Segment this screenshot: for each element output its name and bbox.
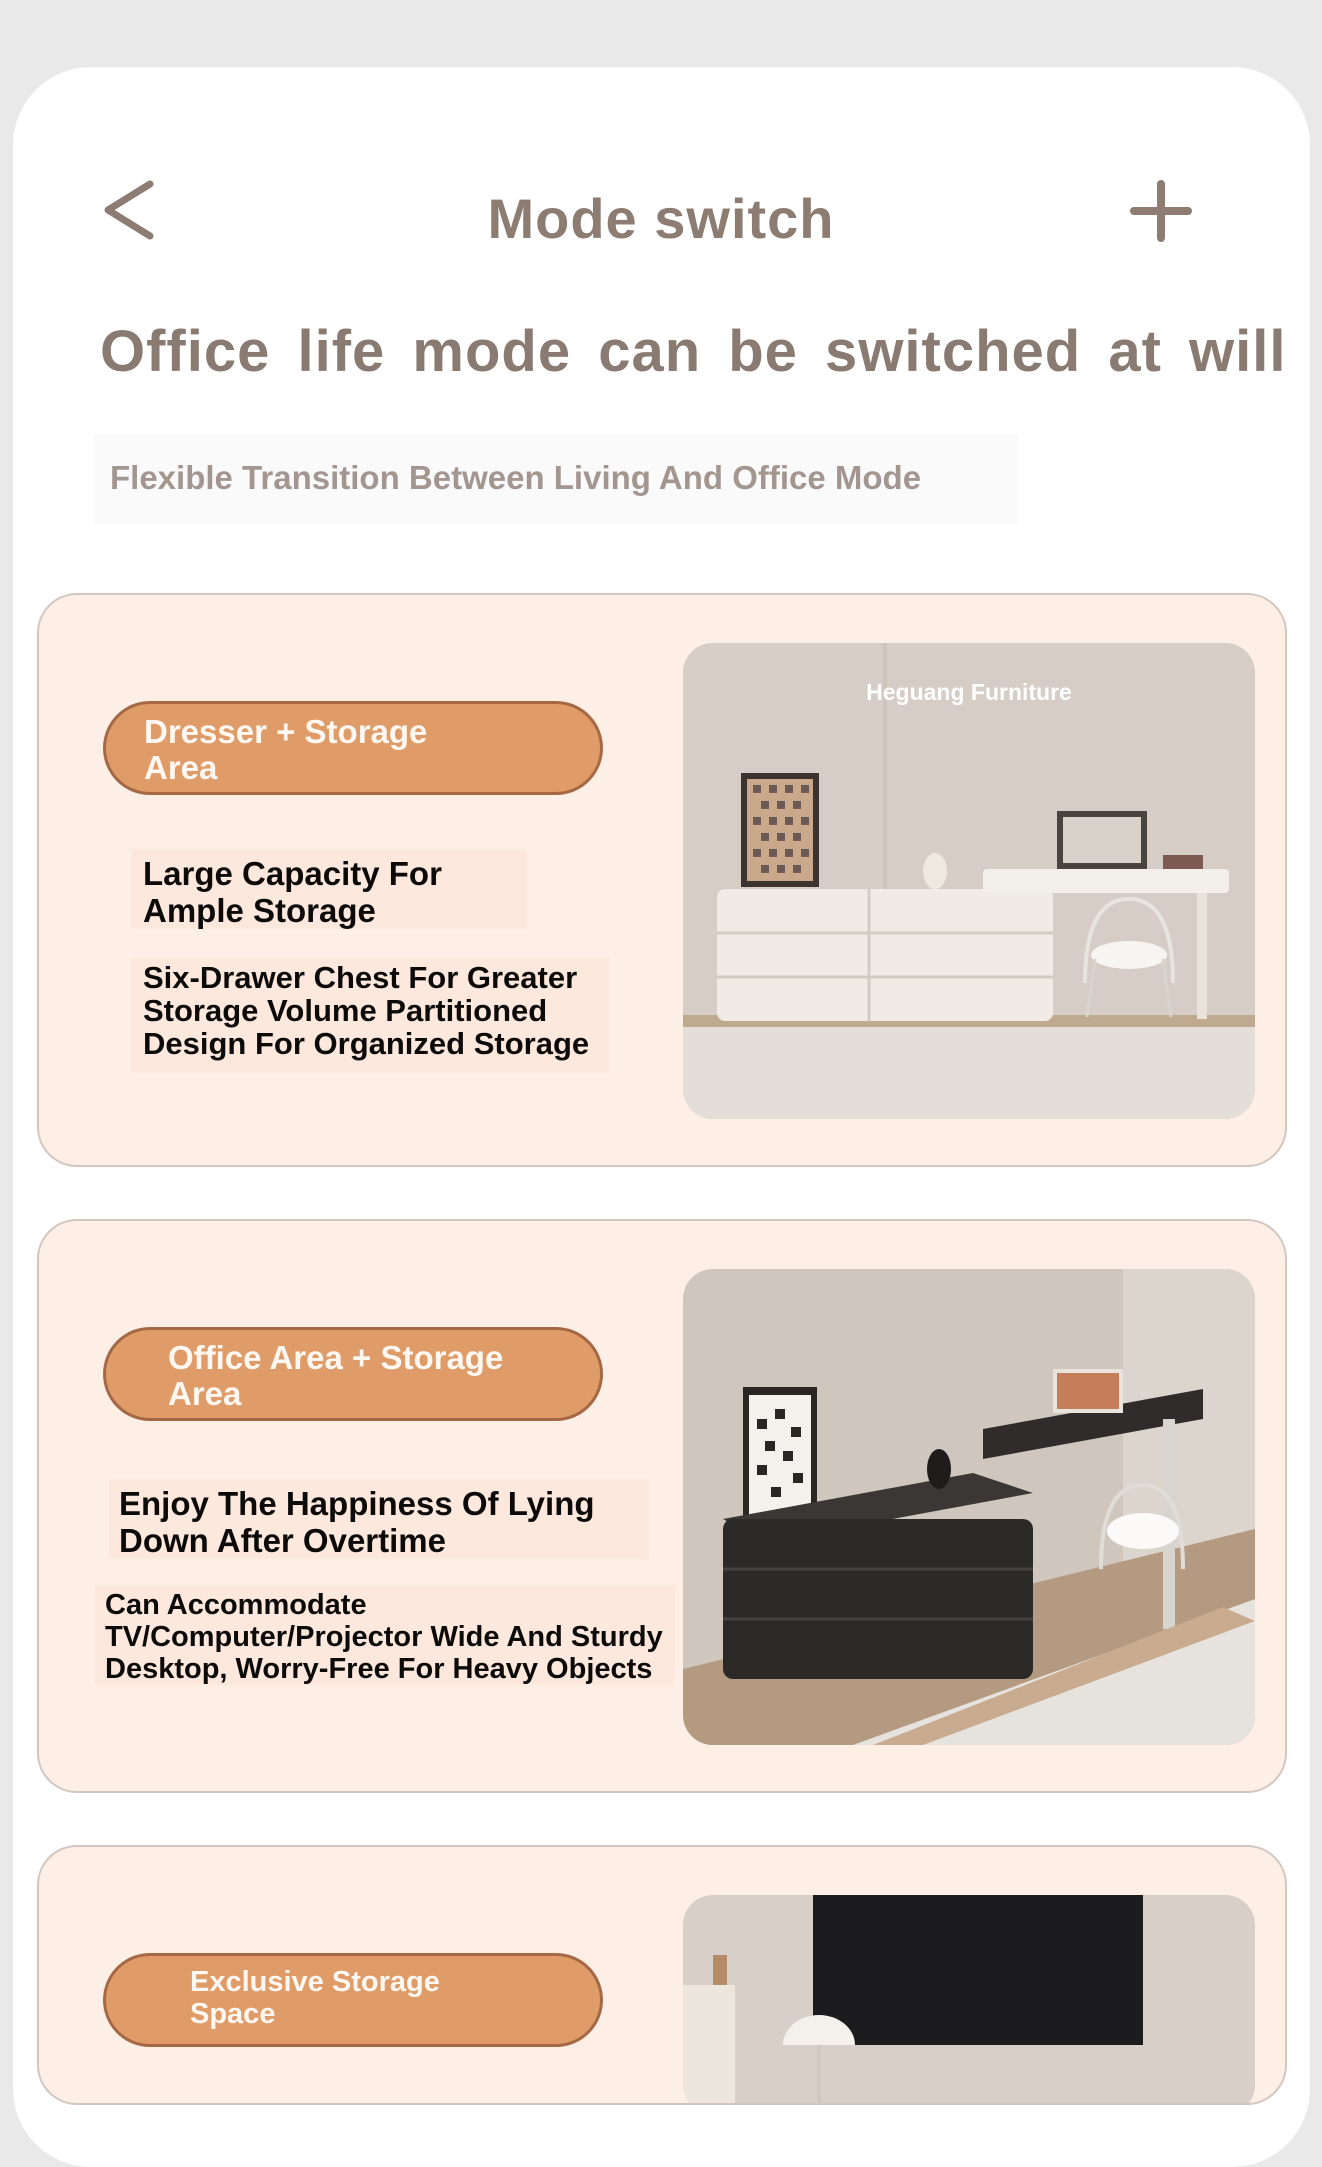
feature-title: Large Capacity For Ample Storage	[143, 855, 442, 929]
feature-title: Enjoy The Happiness Of Lying Down After Overtime	[119, 1485, 595, 1559]
mode-card-dresser	[37, 593, 1287, 1167]
subline-banner	[94, 434, 1018, 524]
feature-description: Can Accommodate TV/Computer/Projector Wide And Sturdy Desktop, Worry-Free For Heavy Objects	[105, 1589, 663, 1685]
product-photo-dresser	[683, 643, 1255, 1119]
subline: Flexible Transition Between Living And Office Mode	[110, 459, 922, 496]
headline: Office life mode can be switched at will	[100, 319, 1287, 384]
office-room-illustration	[683, 1269, 1255, 1745]
mode-pill[interactable]	[103, 1327, 603, 1421]
product-photo-storage	[683, 1895, 1255, 2105]
page-title: Mode switch	[487, 187, 835, 250]
mode-pill[interactable]	[103, 1953, 603, 2047]
mode-pill[interactable]	[103, 701, 603, 795]
mode-pill-label: Dresser + Storage Area	[144, 713, 428, 786]
photo-caption: Heguang Furniture	[866, 679, 1072, 705]
product-photo-office	[683, 1269, 1255, 1745]
mode-pill-label: Exclusive Storage Space	[190, 1966, 440, 2030]
mode-card-storage	[37, 1845, 1287, 2105]
mode-pill-label: Office Area + Storage Area	[168, 1339, 504, 1412]
plus-icon[interactable]	[1130, 180, 1192, 242]
feature-description: Six-Drawer Chest For Greater Storage Volume Partitioned Design For Organized Storage	[143, 960, 590, 1061]
storage-room-illustration	[683, 1895, 1255, 2105]
dresser-room-illustration	[683, 643, 1255, 1119]
mode-card-office	[37, 1219, 1287, 1793]
